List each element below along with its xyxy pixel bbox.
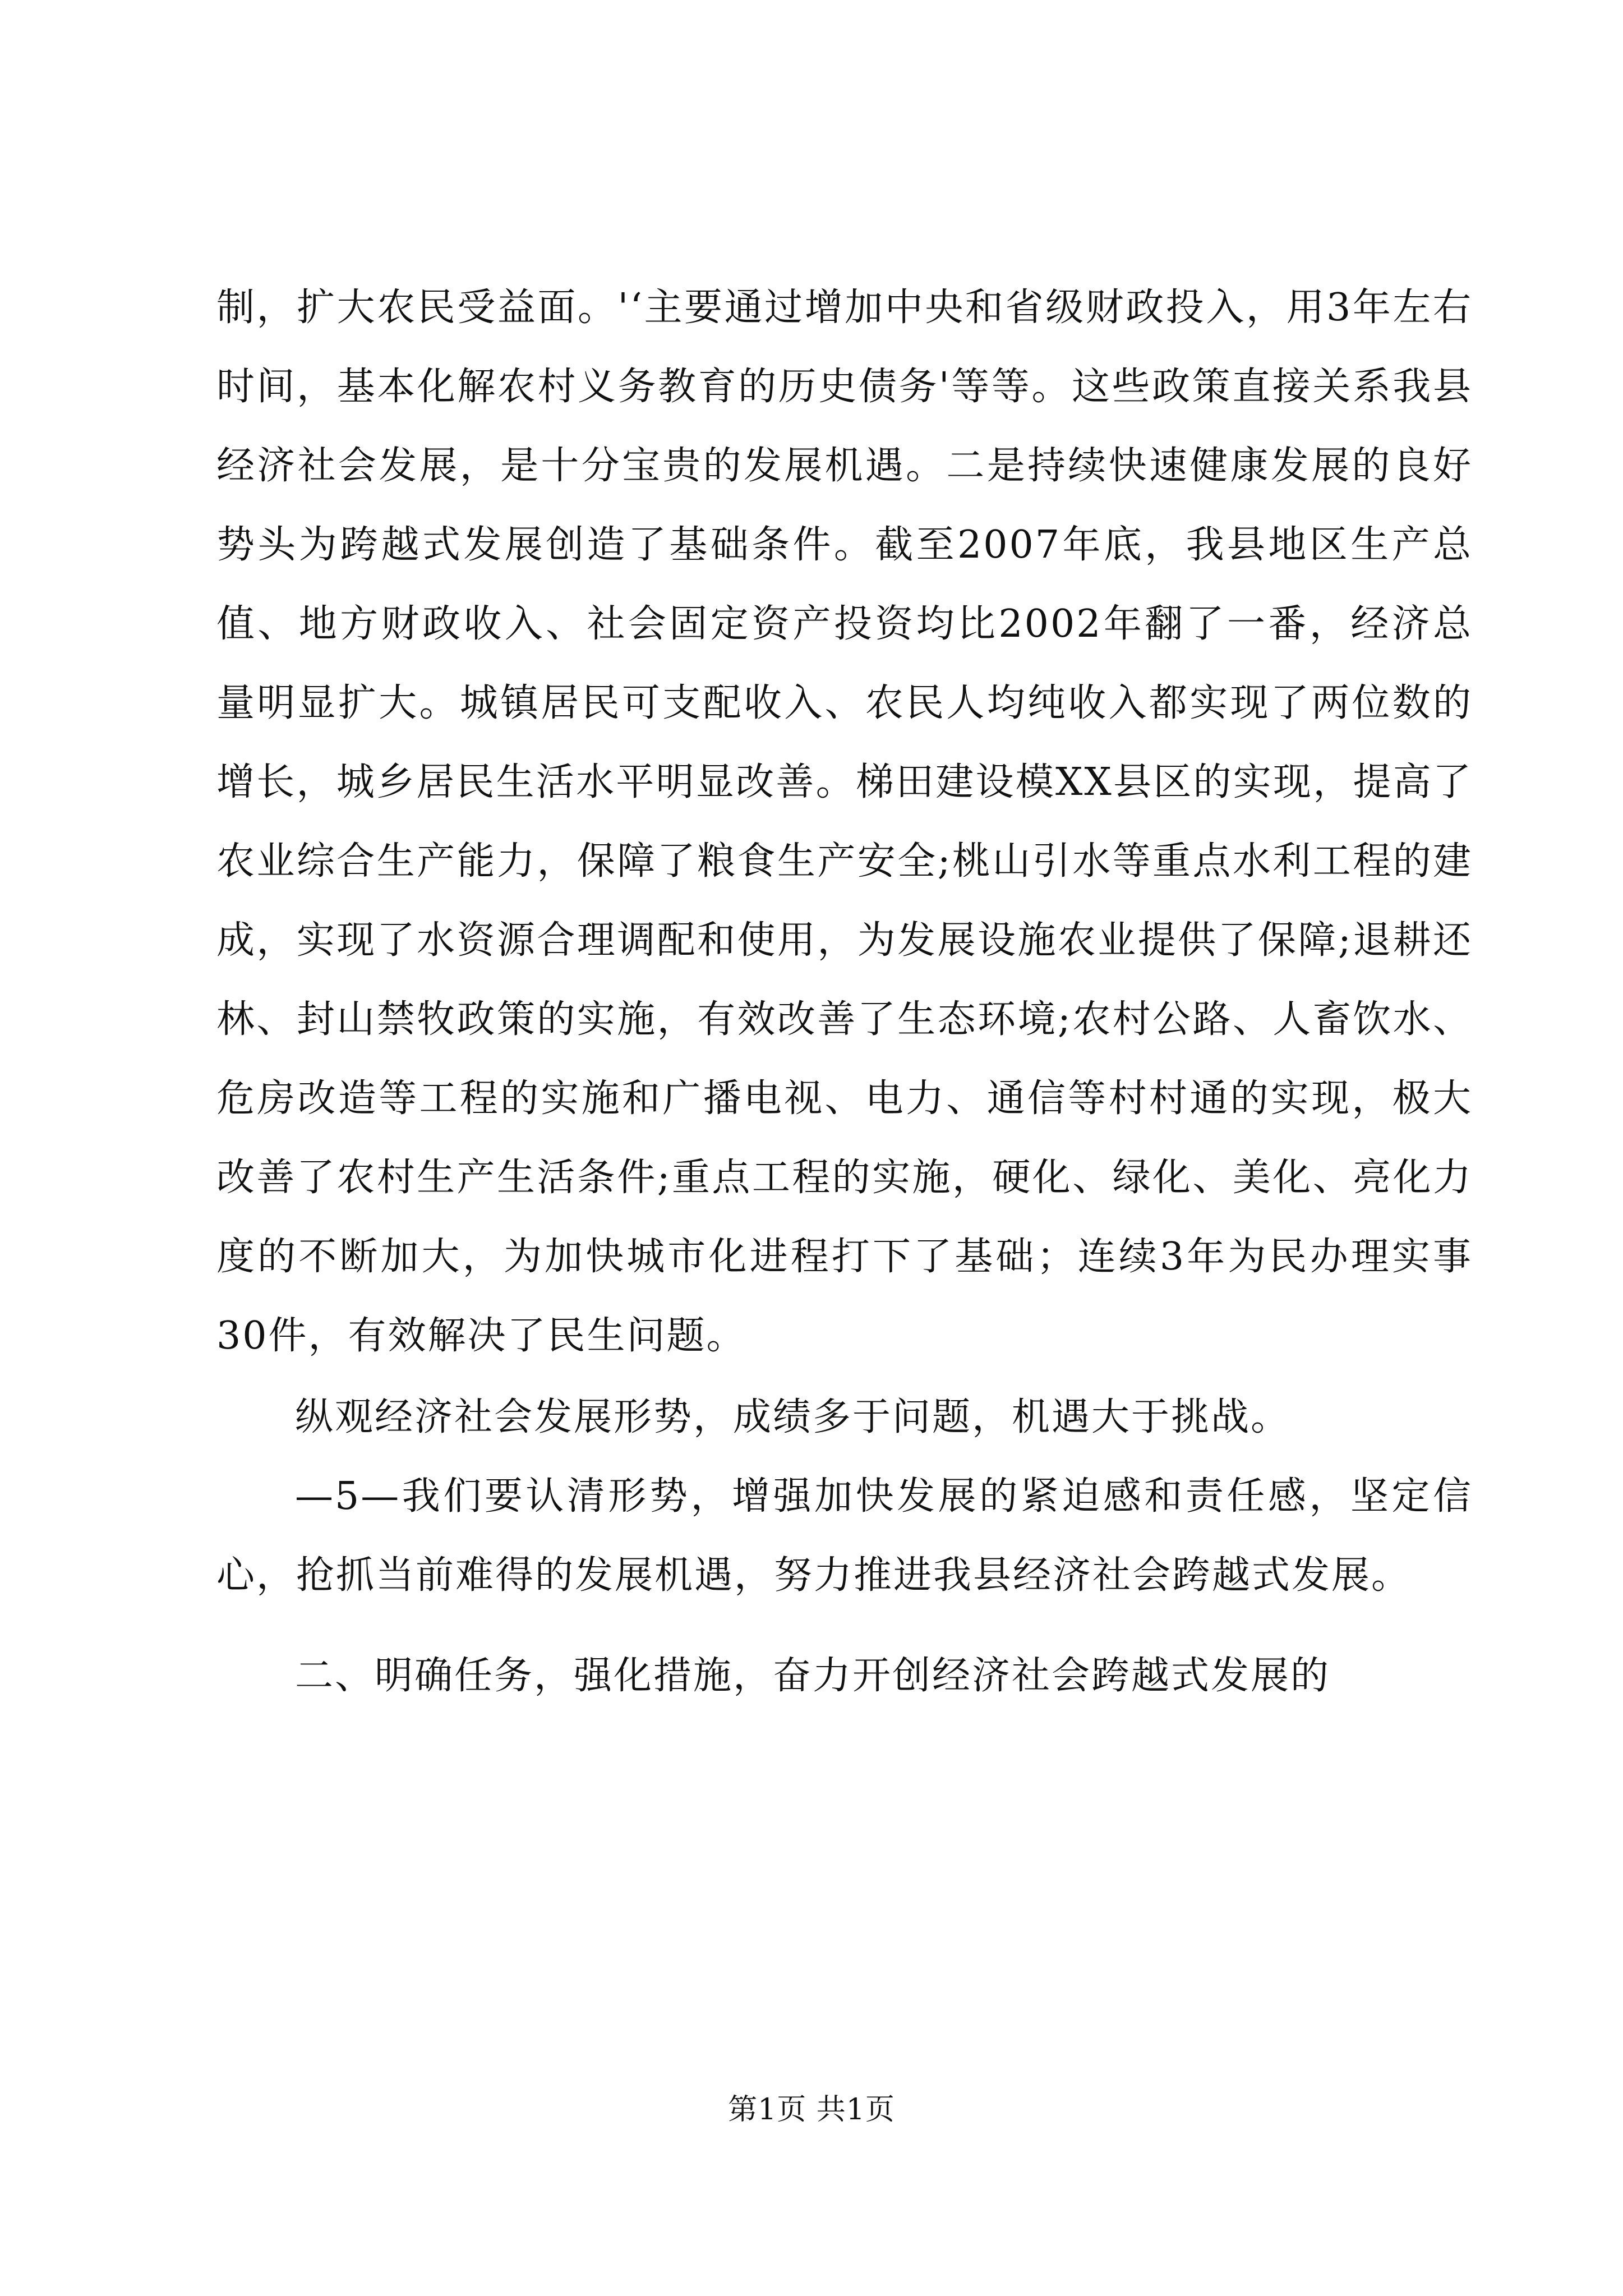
paragraph-policy-and-achievements: 制，扩大农民受益面。'‘主要通过增加中央和省级财政投入，用3年左右时间，基本化解农村义务教育的历史债务'等等。这些政策直接关系我县经济社会发展，是十分宝贵的发展机遇。二是持续快速健康发展的良好势头为跨越式发展创造了基础条件。截至2007年底，我县地区生产总值、地方财政收入、社会固定资产投资均比2002年翻了一番，经济总量明显扩大。城镇居民可支配收入、农民人均纯收入都实现了两位数的增长，城乡居民生活水平明显改善。梯田建设模XX县区的实现，提高了农业综合生产能力，保障了粮食生产安全;桃山引水等重点水利工程的建成，实现了水资源合理调配和使用，为发展设施农业提供了保障;退耕还林、封山禁牧政策的实施，有效改善了生态环境;农村公路、人畜饮水、危房改造等工程的实施和广播电视、电力、通信等村村通的实现，极大改善了农村生产生活条件;重点工程的实施，硬化、绿化、美化、亮化力度的不断加大，为加快城市化进程打下了基础；连续3年为民办理实事30件，有效解决了民生问题。 bbox=[216, 286, 1473, 1358]
paragraph-overview: 纵观经济社会发展形势，成绩多于问题，机遇大于挑战。 bbox=[295, 1395, 1291, 1439]
paragraph-seize-opportunities: —5—我们要认清形势，增强加快发展的紧迫感和责任感，坚定信心，抢抓当前难得的发展机遇，努力推进我县经济社会跨越式发展。 bbox=[216, 1474, 1473, 1598]
section-heading-two: 二、明确任务，强化措施，奋力开创经济社会跨越式发展的 bbox=[295, 1654, 1331, 1698]
document-body bbox=[216, 268, 1473, 1715]
page-number-footer: 第1页 共1页 bbox=[728, 2093, 895, 2127]
